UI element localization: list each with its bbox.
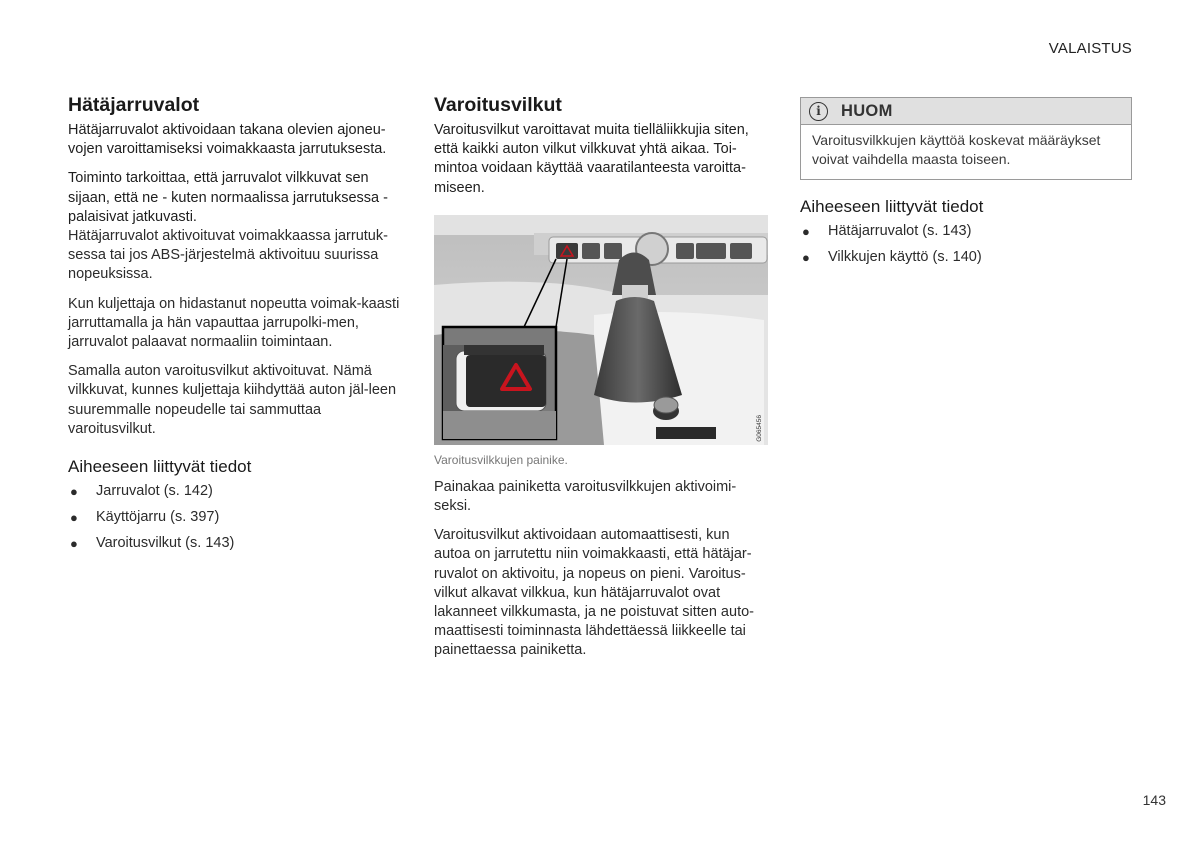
note-text: Varoitusvilkkujen käyttöä koskevat määräykset voivat vaihdella maasta toiseen.	[812, 132, 1101, 167]
bullet-icon: ●	[802, 250, 810, 265]
related-info-heading: Aiheeseen liittyvät tiedot	[68, 457, 252, 477]
note-header	[801, 98, 1131, 125]
related-link-text: Käyttöjarru (s. 397)	[96, 509, 220, 526]
related-link-text: Hätäjarruvalot (s. 143)	[828, 223, 972, 239]
paragraph: Painakaa painiketta varoitusvilkkujen aktivoimi-seksi.	[434, 478, 737, 515]
related-link-text: Jarruvalot (s. 142)	[96, 483, 213, 500]
related-link[interactable]	[800, 222, 1132, 241]
paragraph: Hätäjarruvalot aktivoituvat voimakkaassa jarrutuk-sessa tai jos ABS-järjestelmä aktivoituu suurissa nopeuksissa.	[68, 228, 388, 283]
related-link[interactable]	[68, 508, 400, 527]
related-link[interactable]	[68, 534, 400, 553]
related-links-list	[68, 482, 400, 553]
related-link-text: Vilkkujen käyttö (s. 140)	[828, 249, 982, 265]
paragraph: Kun kuljettaja on hidastanut nopeutta voimak-kaasti jarruttamalla ja hän vapauttaa jarrupolki-men, jarruvalot palaavat normaaliin toimintaan.	[68, 295, 400, 351]
bullet-icon: ●	[802, 224, 810, 239]
emergency-brake-lights-heading: Hätäjarruvalot	[68, 94, 200, 116]
right-column	[800, 97, 1132, 274]
hazard-button-illustration	[434, 215, 768, 445]
related-links-list	[800, 222, 1132, 267]
hazard-lights-heading: Varoitusvilkut	[434, 94, 562, 116]
paragraph: Hätäjarruvalot aktivoidaan takana olevien ajoneu-vojen varoittamiseksi voimakkaasta jarrutuksesta.	[68, 122, 387, 158]
section-label: VALAISTUS	[1048, 40, 1132, 57]
note-box	[800, 97, 1132, 180]
paragraph: Toiminto tarkoittaa, että jarruvalot vilkkuvat sen sijaan, että ne - kuten normaalissa jarrutuksessa - palaisivat jatkuvasti.	[68, 170, 388, 225]
bullet-icon: ●	[70, 510, 78, 526]
figure-caption: Varoitusvilkkujen painike.	[434, 452, 568, 467]
left-column	[68, 94, 400, 560]
bullet-icon: ●	[70, 536, 78, 552]
middle-column	[434, 94, 768, 661]
related-info-heading: Aiheeseen liittyvät tiedot	[800, 197, 984, 216]
paragraph: Varoitusvilkut aktivoidaan automaattisesti, kun autoa on jarrutettu niin voimakkaasti, että hätäjar-ruvalot on aktivoitu, ja nopeus on pieni. Varoitus-vilkut alkavat vilkkua, kun hätäjarruvalot ovat lakanneet vilkkumasta, ja ne poistuvat sitten auto-maattisesti toiminnasta lähdettäessä liikkeelle tai painettaessa painiketta.	[434, 527, 754, 659]
related-link-text: Varoitusvilkut (s. 143)	[96, 535, 235, 552]
related-link[interactable]	[68, 482, 400, 501]
related-link[interactable]	[800, 248, 1132, 267]
bullet-icon: ●	[70, 484, 78, 500]
info-icon: i	[809, 102, 828, 121]
note-title: HUOM	[841, 101, 893, 120]
figure-id: G065456	[756, 414, 763, 442]
page-number: 143	[1142, 792, 1166, 808]
center-console-drawing	[434, 215, 768, 445]
paragraph: Samalla auton varoitusvilkut aktivoituvat. Nämä vilkkuvat, kunnes kuljettaja kiihdyttää auton jäl-leen suuremmalle nopeudelle tai sammuttaa varoitusvilkut.	[68, 363, 397, 437]
paragraph: Varoitusvilkut varoittavat muita tielläliikkujia siten, että kaikki auton vilkut vilkkuvat yhtä aikaa. Toi-mintoa voidaan käyttää vaaratilanteesta varoitta-miseen.	[434, 122, 749, 196]
